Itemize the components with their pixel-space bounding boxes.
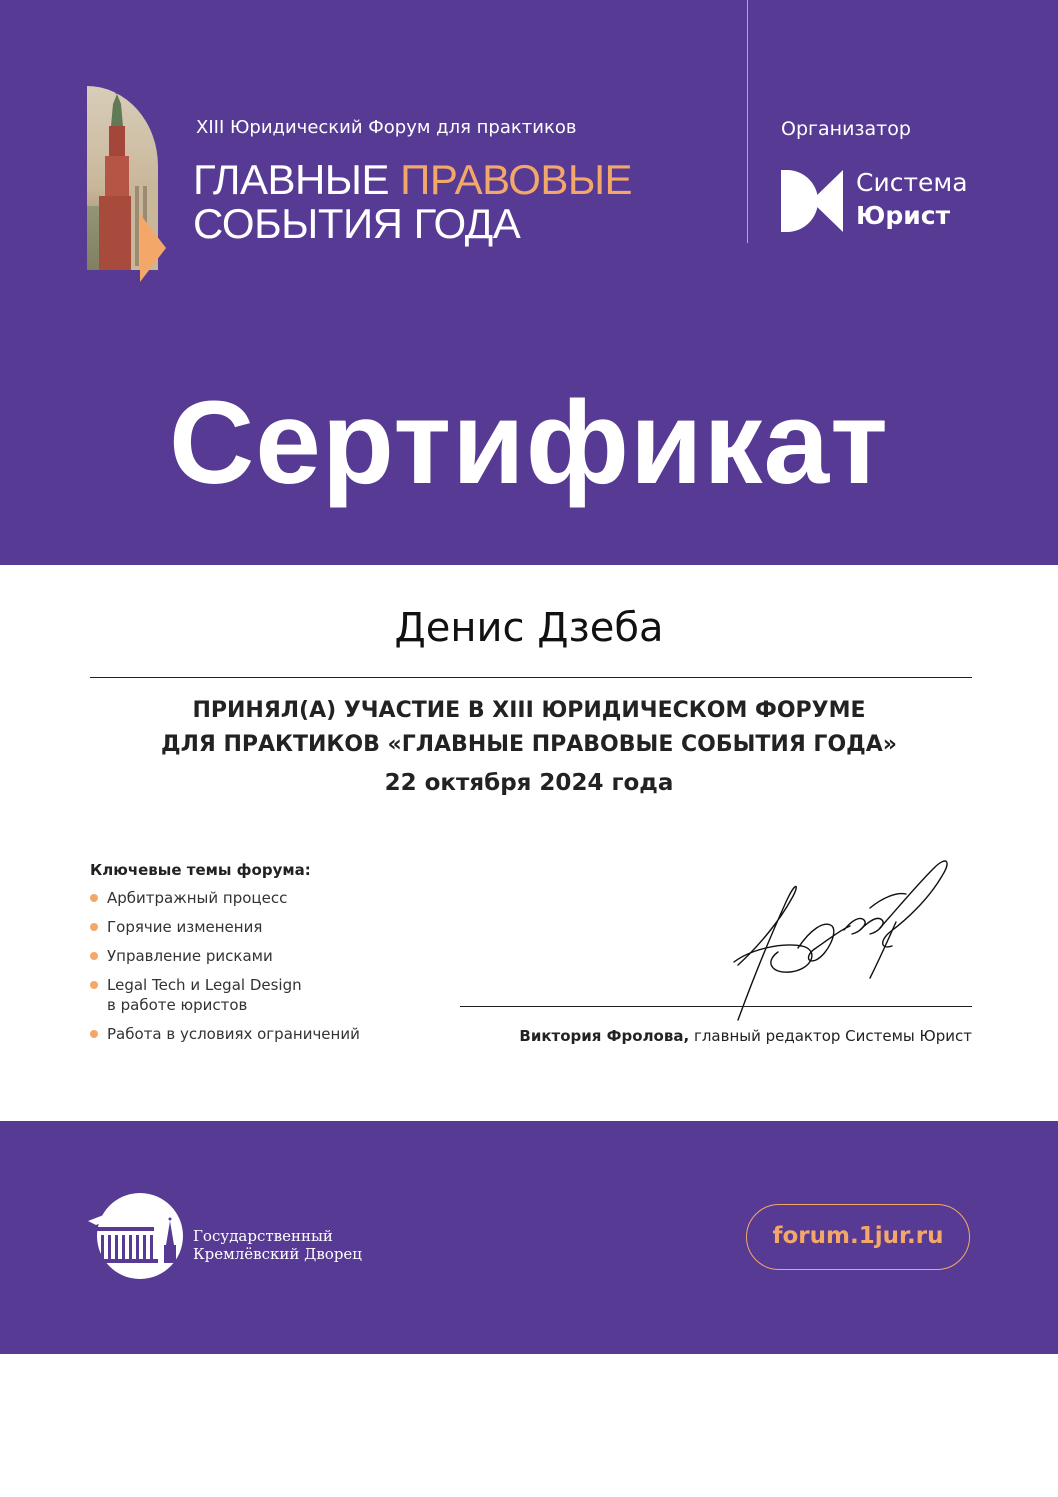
topics-title: Ключевые темы форума: (90, 861, 311, 879)
signer-name: Виктория Фролова, (519, 1027, 690, 1045)
topic-text: Арбитражный процесс (107, 889, 288, 907)
sistema-yurist-logo-icon (781, 170, 843, 232)
list-item (90, 946, 420, 966)
topic-text: Горячие изменения (107, 918, 263, 936)
participation-line1: ПРИНЯЛ(А) УЧАСТИЕ В XIII ЮРИДИЧЕСКОМ ФОРУМЕ (192, 698, 866, 723)
header-divider (747, 0, 748, 243)
signer-role: главный редактор Системы Юрист (689, 1027, 972, 1045)
name-underline (90, 677, 972, 678)
list-item (90, 888, 420, 908)
bullet-icon (90, 894, 98, 902)
participation-text (0, 694, 1058, 762)
topic-text: Legal Tech и Legal Design (107, 976, 302, 994)
certificate-title: Сертификат (169, 377, 889, 509)
list-item (90, 975, 420, 1015)
palace-name-line2: Кремлёвский Дворец (193, 1245, 362, 1263)
website-link[interactable]: forum.1jur.ru (746, 1204, 970, 1270)
bullet-icon (90, 923, 98, 931)
palace-name (193, 1227, 362, 1263)
bullet-icon (90, 981, 98, 989)
forum-title-part1: ГЛАВНЫЕ (193, 156, 401, 203)
topics-list (90, 888, 420, 1053)
topic-text: Работа в условиях ограничений (107, 1025, 360, 1043)
participation-line2: ДЛЯ ПРАКТИКОВ «ГЛАВНЫЕ ПРАВОВЫЕ СОБЫТИЯ ГОДА» (160, 732, 897, 757)
recipient-name: Денис Дзеба (394, 605, 664, 651)
bullet-icon (90, 952, 98, 960)
palace-name-line1: Государственный (193, 1227, 333, 1245)
event-date: 22 октября 2024 года (384, 770, 674, 796)
list-item (90, 1024, 420, 1044)
signature-line (460, 1006, 972, 1007)
signer-caption (460, 1027, 972, 1045)
organizer-name-line1: Система (856, 168, 968, 197)
bullet-icon (90, 1030, 98, 1038)
organizer-label: Организатор (781, 118, 911, 140)
forum-title-accent: ПРАВОВЫЕ (400, 156, 633, 203)
kremlin-palace-logo-icon (88, 1193, 184, 1279)
list-item (90, 917, 420, 937)
organizer-name-line2: Юрист (856, 201, 951, 230)
topic-text-line2: в работе юристов (107, 996, 248, 1014)
forum-title-line2: СОБЫТИЯ ГОДА (193, 200, 521, 247)
handwritten-signature (720, 850, 960, 1025)
forum-title (193, 158, 632, 246)
forum-subtitle: XIII Юридический Форум для практиков (196, 117, 577, 138)
arrow-icon (140, 214, 166, 282)
topic-text: Управление рисками (107, 947, 273, 965)
